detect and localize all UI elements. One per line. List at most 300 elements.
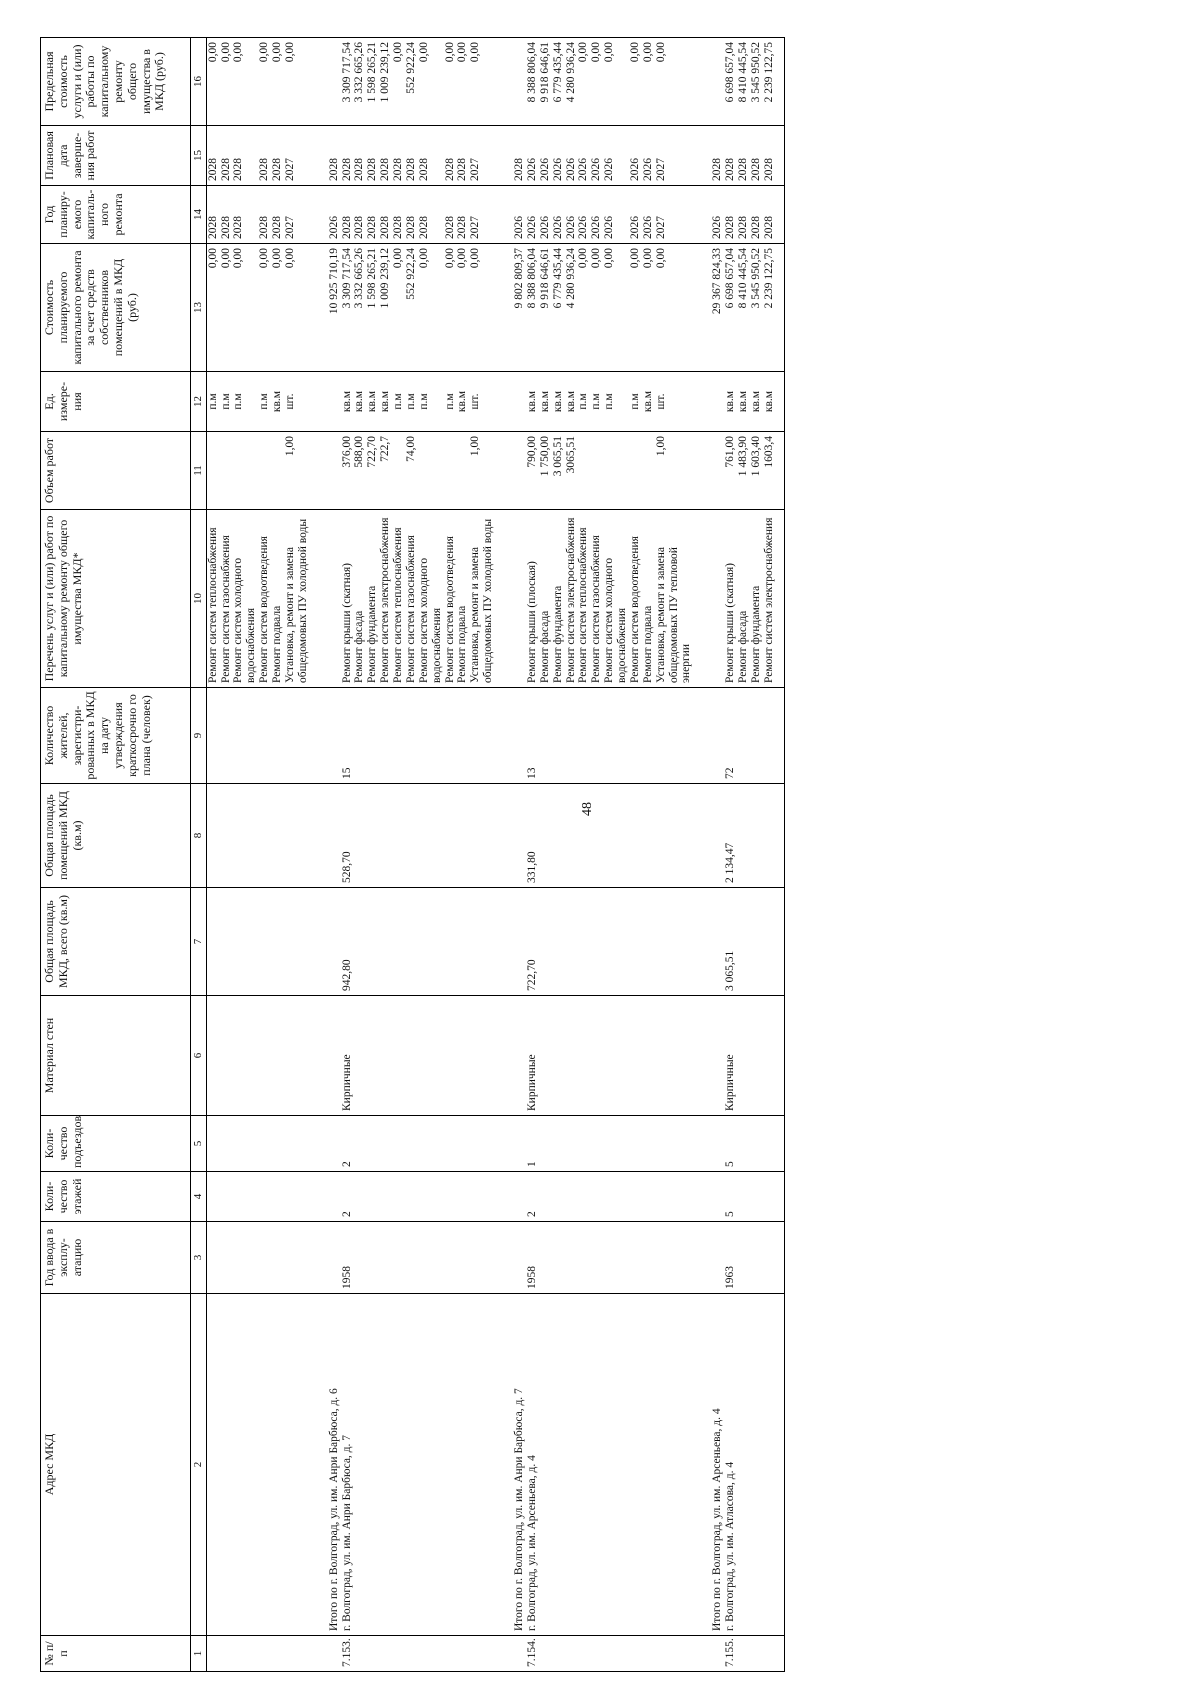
- cell-area_rooms: [310, 784, 341, 888]
- cell-cost: 552 922,24: [405, 244, 418, 372]
- cell-walls: [539, 996, 552, 1116]
- cell-walls: [495, 996, 526, 1116]
- cell-area_total: [737, 888, 750, 996]
- cell-end: 2026: [539, 126, 552, 186]
- total-row: [310, 38, 341, 1672]
- cell-entrances: [469, 1116, 495, 1172]
- cell-area_rooms: [366, 784, 379, 888]
- cell-vol: [418, 432, 444, 510]
- work-row: [392, 38, 405, 1672]
- cell-built: [284, 1222, 310, 1294]
- cell-vol: [444, 432, 457, 510]
- cell-end: 2028: [366, 126, 379, 186]
- cell-no: [693, 1636, 724, 1672]
- cell-end: 2028: [737, 126, 750, 186]
- cell-residents: [392, 688, 405, 784]
- column-header-3: Год ввода в эксплу-атацию: [41, 1222, 191, 1294]
- cell-residents: [577, 688, 590, 784]
- cell-entrances: [750, 1116, 763, 1172]
- cell-built: [220, 1222, 233, 1294]
- cell-no: 7.155.: [724, 1636, 737, 1672]
- cell-walls: [392, 996, 405, 1116]
- cell-cost: 0,00: [642, 244, 655, 372]
- cell-entrances: [693, 1116, 724, 1172]
- cell-empty: [776, 996, 785, 1116]
- cell-address: [763, 1294, 776, 1636]
- cell-walls: [444, 996, 457, 1116]
- cell-area_rooms: [444, 784, 457, 888]
- cell-limit: [495, 38, 526, 126]
- cell-year: 2028: [353, 186, 366, 244]
- work-row: [655, 38, 694, 1672]
- cell-area_total: [271, 888, 284, 996]
- cell-unit: кв.м: [539, 372, 552, 432]
- cell-floors: [392, 1172, 405, 1222]
- cell-residents: [552, 688, 565, 784]
- cell-limit: 0,00: [603, 38, 629, 126]
- cell-residents: [629, 688, 642, 784]
- work-row: [220, 38, 233, 1672]
- cell-work: Ремонт систем теплоснабжения: [392, 510, 405, 688]
- cell-address: [577, 1294, 590, 1636]
- cell-cost: 0,00: [456, 244, 469, 372]
- cell-floors: [539, 1172, 552, 1222]
- cell-limit: 8 410 445,54: [737, 38, 750, 126]
- cell-residents: [655, 688, 694, 784]
- cell-address: [565, 1294, 578, 1636]
- cell-floors: 2: [526, 1172, 539, 1222]
- cell-residents: [271, 688, 284, 784]
- work-row: [539, 38, 552, 1672]
- cell-built: [418, 1222, 444, 1294]
- cell-area_rooms: [418, 784, 444, 888]
- cell-area_total: [366, 888, 379, 996]
- cell-walls: [693, 996, 724, 1116]
- cell-area_rooms: [552, 784, 565, 888]
- cell-built: [577, 1222, 590, 1294]
- cell-floors: [469, 1172, 495, 1222]
- cell-work: Ремонт фундамента: [366, 510, 379, 688]
- cell-no: [418, 1636, 444, 1672]
- work-row: [629, 38, 642, 1672]
- cell-cost: 29 367 824,33: [693, 244, 724, 372]
- cell-area_rooms: [642, 784, 655, 888]
- cell-address: [444, 1294, 457, 1636]
- cell-year: 2026: [310, 186, 341, 244]
- cell-address: [284, 1294, 310, 1636]
- cell-limit: 0,00: [284, 38, 310, 126]
- column-number-row: [191, 38, 207, 1672]
- cell-limit: 0,00: [392, 38, 405, 126]
- cell-end: 2028: [444, 126, 457, 186]
- cell-area_total: [629, 888, 642, 996]
- cell-walls: [655, 996, 694, 1116]
- cell-year: 2026: [642, 186, 655, 244]
- work-row: [456, 38, 469, 1672]
- cell-walls: [456, 996, 469, 1116]
- cell-residents: [220, 688, 233, 784]
- cell-no: [379, 1636, 392, 1672]
- cell-built: [379, 1222, 392, 1294]
- cell-entrances: [392, 1116, 405, 1172]
- cell-year: 2027: [469, 186, 495, 244]
- cell-cost: 0,00: [603, 244, 629, 372]
- cell-area_rooms: [750, 784, 763, 888]
- cell-year: 2028: [220, 186, 233, 244]
- cell-address: [552, 1294, 565, 1636]
- cell-area_rooms: [577, 784, 590, 888]
- cell-year: 2027: [284, 186, 310, 244]
- header-row: [41, 38, 191, 1672]
- column-header-5: Коли-чество подъездов: [41, 1116, 191, 1172]
- cell-limit: 0,00: [418, 38, 444, 126]
- cell-year: 2026: [577, 186, 590, 244]
- cell-residents: [366, 688, 379, 784]
- cell-vol: 1 483,90: [737, 432, 750, 510]
- column-header-11: Объем работ: [41, 432, 191, 510]
- cell-entrances: [539, 1116, 552, 1172]
- cell-area_total: [539, 888, 552, 996]
- cell-area_total: [590, 888, 603, 996]
- cell-work: Ремонт систем электроснабжения: [379, 510, 392, 688]
- cell-cost: 1 598 265,21: [366, 244, 379, 372]
- cell-area_total: [392, 888, 405, 996]
- cell-residents: 13: [526, 688, 539, 784]
- cell-unit: кв.м: [763, 372, 776, 432]
- cell-work: [495, 510, 526, 688]
- cell-year: 2028: [750, 186, 763, 244]
- cell-residents: [590, 688, 603, 784]
- cell-vol: [258, 432, 271, 510]
- cell-limit: 3 309 717,54: [341, 38, 354, 126]
- cell-entrances: [565, 1116, 578, 1172]
- cell-area_rooms: [469, 784, 495, 888]
- cell-year: 2026: [565, 186, 578, 244]
- cell-residents: [405, 688, 418, 784]
- work-row: [366, 38, 379, 1672]
- cell-empty: [776, 510, 785, 688]
- cell-built: [353, 1222, 366, 1294]
- cell-work: Ремонт фундамента: [750, 510, 763, 688]
- cell-area_rooms: [232, 784, 258, 888]
- cell-empty: [776, 186, 785, 244]
- cell-area_total: [750, 888, 763, 996]
- cell-residents: [310, 688, 341, 784]
- cell-cost: 3 332 665,26: [353, 244, 366, 372]
- cell-walls: [284, 996, 310, 1116]
- cell-cost: 3 545 950,52: [750, 244, 763, 372]
- cell-area_total: [284, 888, 310, 996]
- cell-built: [737, 1222, 750, 1294]
- cell-unit: кв.м: [552, 372, 565, 432]
- cell-limit: 9 918 646,61: [539, 38, 552, 126]
- cell-address: [206, 1294, 219, 1636]
- cell-cost: 0,00: [284, 244, 310, 372]
- cell-address: [379, 1294, 392, 1636]
- cell-no: [456, 1636, 469, 1672]
- cell-unit: [495, 372, 526, 432]
- cell-year: 2026: [552, 186, 565, 244]
- cell-area_rooms: [353, 784, 366, 888]
- column-number-7: 7: [191, 888, 207, 996]
- cell-floors: [590, 1172, 603, 1222]
- cell-floors: [353, 1172, 366, 1222]
- cell-floors: [220, 1172, 233, 1222]
- cell-entrances: [284, 1116, 310, 1172]
- cell-end: 2027: [655, 126, 694, 186]
- repair-plan-table: [40, 37, 785, 1672]
- cell-area_rooms: [379, 784, 392, 888]
- cell-work: [693, 510, 724, 688]
- cell-work: Ремонт систем газоснабжения: [405, 510, 418, 688]
- cell-unit: кв.м: [642, 372, 655, 432]
- cell-area_rooms: [405, 784, 418, 888]
- cell-entrances: [220, 1116, 233, 1172]
- column-number-6: 6: [191, 996, 207, 1116]
- cell-limit: 3 545 950,52: [750, 38, 763, 126]
- cell-built: [310, 1222, 341, 1294]
- cell-empty: [776, 1294, 785, 1636]
- house-row: [526, 38, 539, 1672]
- cell-cost: 0,00: [655, 244, 694, 372]
- cell-limit: 6 698 657,04: [724, 38, 737, 126]
- cell-vol: 3065,51: [565, 432, 578, 510]
- cell-address: [629, 1294, 642, 1636]
- cell-address: Итого по г. Волгоград, ул. им. Арсеньева, д. 4: [693, 1294, 724, 1636]
- cell-unit: кв.м: [750, 372, 763, 432]
- cell-area_rooms: [284, 784, 310, 888]
- cell-entrances: [737, 1116, 750, 1172]
- cell-walls: [418, 996, 444, 1116]
- column-number-5: 5: [191, 1116, 207, 1172]
- work-row: [763, 38, 776, 1672]
- cell-end: 2028: [206, 126, 219, 186]
- cell-built: [539, 1222, 552, 1294]
- cell-entrances: [232, 1116, 258, 1172]
- cell-end: 2026: [552, 126, 565, 186]
- cell-area_rooms: [693, 784, 724, 888]
- cell-end: 2026: [577, 126, 590, 186]
- cell-no: [271, 1636, 284, 1672]
- cell-no: [353, 1636, 366, 1672]
- house-row: [341, 38, 354, 1672]
- cell-built: [392, 1222, 405, 1294]
- cell-built: [642, 1222, 655, 1294]
- cell-residents: [444, 688, 457, 784]
- cell-residents: [353, 688, 366, 784]
- cell-built: [629, 1222, 642, 1294]
- cell-residents: 72: [724, 688, 737, 784]
- cell-unit: п.м: [629, 372, 642, 432]
- cell-end: 2027: [469, 126, 495, 186]
- work-row: [353, 38, 366, 1672]
- cell-end: 2028: [258, 126, 271, 186]
- cell-end: 2026: [526, 126, 539, 186]
- cell-end: 2026: [565, 126, 578, 186]
- work-row: [284, 38, 310, 1672]
- cell-unit: кв.м: [724, 372, 737, 432]
- cell-built: [206, 1222, 219, 1294]
- cell-empty: [776, 1172, 785, 1222]
- table-bottom-row: [776, 38, 785, 1672]
- cell-built: [655, 1222, 694, 1294]
- cell-walls: [220, 996, 233, 1116]
- column-header-2: Адрес МКД: [41, 1294, 191, 1636]
- cell-unit: п.м: [418, 372, 444, 432]
- cell-area_rooms: [539, 784, 552, 888]
- cell-floors: [405, 1172, 418, 1222]
- cell-end: 2026: [629, 126, 642, 186]
- cell-walls: [603, 996, 629, 1116]
- cell-cost: 9 918 646,61: [539, 244, 552, 372]
- column-header-14: Год планиру-емого капиталь-ного ремонта: [41, 186, 191, 244]
- cell-no: [603, 1636, 629, 1672]
- cell-vol: [603, 432, 629, 510]
- cell-area_total: [552, 888, 565, 996]
- cell-no: [763, 1636, 776, 1672]
- cell-residents: [456, 688, 469, 784]
- cell-limit: 0,00: [206, 38, 219, 126]
- cell-vol: 1603,4: [763, 432, 776, 510]
- cell-cost: 3 309 717,54: [341, 244, 354, 372]
- cell-entrances: [444, 1116, 457, 1172]
- cell-walls: Кирпичные: [526, 996, 539, 1116]
- cell-entrances: [379, 1116, 392, 1172]
- cell-area_total: 722,70: [526, 888, 539, 996]
- cell-unit: п.м: [206, 372, 219, 432]
- cell-no: [206, 1636, 219, 1672]
- cell-no: [590, 1636, 603, 1672]
- work-row: [750, 38, 763, 1672]
- column-number-10: 10: [191, 510, 207, 688]
- cell-area_total: [603, 888, 629, 996]
- cell-walls: [469, 996, 495, 1116]
- cell-address: [603, 1294, 629, 1636]
- cell-vol: [693, 432, 724, 510]
- column-header-6: Материал стен: [41, 996, 191, 1116]
- cell-end: 2028: [456, 126, 469, 186]
- cell-floors: [603, 1172, 629, 1222]
- cell-floors: 2: [341, 1172, 354, 1222]
- rotated-table-container: [40, 38, 1155, 1672]
- cell-no: [232, 1636, 258, 1672]
- cell-address: [232, 1294, 258, 1636]
- cell-floors: [206, 1172, 219, 1222]
- cell-address: [469, 1294, 495, 1636]
- cell-entrances: [258, 1116, 271, 1172]
- column-number-3: 3: [191, 1222, 207, 1294]
- cell-vol: 74,00: [405, 432, 418, 510]
- cell-unit: п.м: [220, 372, 233, 432]
- cell-cost: 6 698 657,04: [724, 244, 737, 372]
- cell-entrances: 2: [341, 1116, 354, 1172]
- cell-vol: 1 603,40: [750, 432, 763, 510]
- cell-area_rooms: [495, 784, 526, 888]
- cell-walls: [366, 996, 379, 1116]
- cell-vol: 1,00: [284, 432, 310, 510]
- cell-cost: 0,00: [577, 244, 590, 372]
- cell-floors: [642, 1172, 655, 1222]
- cell-area_total: [405, 888, 418, 996]
- cell-vol: [642, 432, 655, 510]
- cell-work: Установка, ремонт и замена общедомовых ПУ тепловой энергии: [655, 510, 694, 688]
- column-header-16: Предельная стоимость услуги и (или) работы по капитальному ремонту общего имущества в МКД (руб.): [41, 38, 191, 126]
- cell-vol: 3 065,51: [552, 432, 565, 510]
- work-row: [418, 38, 444, 1672]
- cell-built: [590, 1222, 603, 1294]
- cell-address: [220, 1294, 233, 1636]
- cell-year: 2026: [603, 186, 629, 244]
- cell-floors: [655, 1172, 694, 1222]
- cell-year: 2028: [418, 186, 444, 244]
- cell-walls: [206, 996, 219, 1116]
- cell-year: 2028: [258, 186, 271, 244]
- cell-cost: 8 388 806,04: [526, 244, 539, 372]
- cell-area_total: [469, 888, 495, 996]
- cell-year: 2028: [271, 186, 284, 244]
- cell-walls: [737, 996, 750, 1116]
- cell-work: Установка, ремонт и замена общедомовых ПУ холодной воды: [284, 510, 310, 688]
- cell-year: 2026: [526, 186, 539, 244]
- cell-walls: [405, 996, 418, 1116]
- cell-area_rooms: [392, 784, 405, 888]
- cell-year: 2026: [629, 186, 642, 244]
- cell-built: 1958: [341, 1222, 354, 1294]
- cell-cost: 0,00: [392, 244, 405, 372]
- cell-walls: [642, 996, 655, 1116]
- cell-area_rooms: [737, 784, 750, 888]
- cell-floors: [366, 1172, 379, 1222]
- cell-area_rooms: [590, 784, 603, 888]
- cell-residents: [603, 688, 629, 784]
- cell-unit: кв.м: [737, 372, 750, 432]
- cell-end: 2028: [495, 126, 526, 186]
- cell-cost: 6 779 435,44: [552, 244, 565, 372]
- cell-area_rooms: [763, 784, 776, 888]
- cell-area_total: [642, 888, 655, 996]
- cell-unit: кв.м: [366, 372, 379, 432]
- work-row: [565, 38, 578, 1672]
- cell-address: [366, 1294, 379, 1636]
- column-number-15: 15: [191, 126, 207, 186]
- column-header-1: № п/п: [41, 1636, 191, 1672]
- column-number-14: 14: [191, 186, 207, 244]
- column-header-7: Общая площадь МКД, всего (кв.м): [41, 888, 191, 996]
- cell-entrances: 5: [724, 1116, 737, 1172]
- cell-vol: [590, 432, 603, 510]
- cell-end: 2028: [379, 126, 392, 186]
- cell-built: [444, 1222, 457, 1294]
- cell-entrances: [353, 1116, 366, 1172]
- column-header-8: Общая площадь помещений МКД (кв.м): [41, 784, 191, 888]
- work-row: [590, 38, 603, 1672]
- cell-work: Ремонт подвала: [271, 510, 284, 688]
- cell-cost: 10 925 710,19: [310, 244, 341, 372]
- total-row: [495, 38, 526, 1672]
- cell-no: [469, 1636, 495, 1672]
- column-number-8: 8: [191, 784, 207, 888]
- cell-walls: Кирпичные: [341, 996, 354, 1116]
- cell-year: 2027: [655, 186, 694, 244]
- cell-residents: [565, 688, 578, 784]
- cell-limit: 0,00: [577, 38, 590, 126]
- cell-limit: 0,00: [642, 38, 655, 126]
- cell-area_rooms: [271, 784, 284, 888]
- cell-no: [310, 1636, 341, 1672]
- cell-no: [565, 1636, 578, 1672]
- cell-vol: 1 750,00: [539, 432, 552, 510]
- cell-cost: 0,00: [629, 244, 642, 372]
